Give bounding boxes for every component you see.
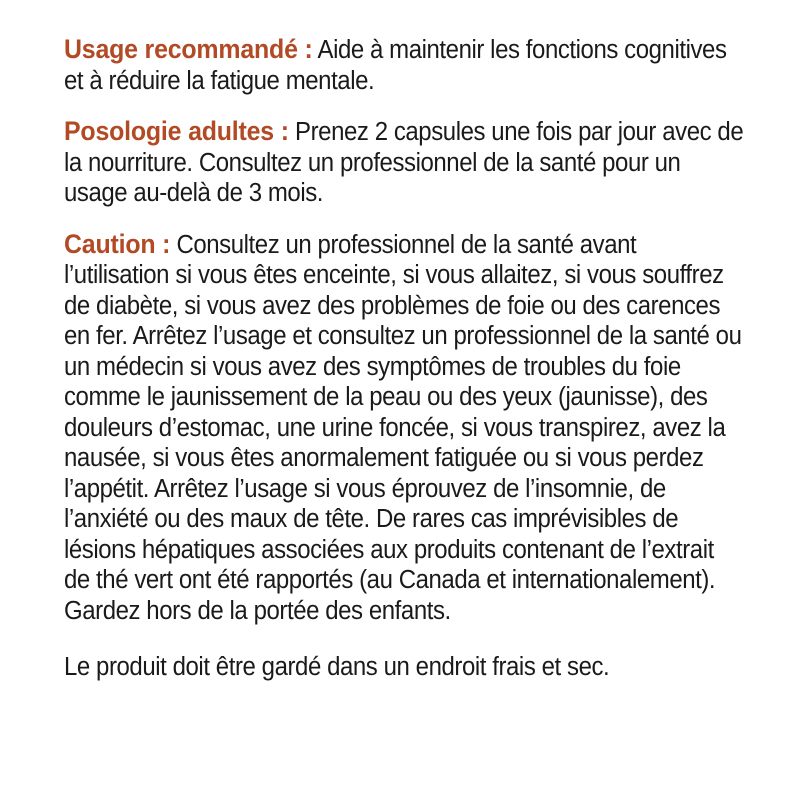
- usage-section: [64, 34, 745, 96]
- product-label-text: [64, 34, 745, 703]
- usage-text: Aide à maintenir les fonctions cognitives et à réduire la fatigue mentale.: [64, 36, 727, 95]
- dosage-heading: Posologie adultes :: [64, 116, 289, 146]
- storage-section: [64, 652, 745, 683]
- dosage-section: [64, 116, 745, 209]
- dosage-text: Prenez 2 capsules une fois par jour avec de la nourriture. Consultez un professionnel de la santé pour un usage au-delà de 3 mois.: [64, 118, 744, 207]
- usage-heading: Usage recommandé :: [64, 34, 313, 64]
- caution-text: Consultez un professionnel de la santé avant l’utilisation si vous êtes enceinte, si vous allaitez, si vous souffrez de diabète, si vous avez des problèmes de foie ou des carences en fer. Arrêtez l’usage et consultez un professionnel de la santé ou un médecin si vous avez des symptômes de troubles du foie comme le jaunissement de la peau ou des yeux (jaunisse), des douleurs d’estomac, une urine foncée, si vous transpirez, avez la nausée, si vous êtes anormalement fatiguée ou si vous perdez l’appétit. Arrêtez l’usage si vous éprouvez de l’insomnie, de l’anxiété ou des maux de tête. De rares cas imprévisibles de lésions hépatiques associées aux produits contenant de l’extrait de thé vert ont été rapportés (au Canada et internationalement). Gardez hors de la portée des enfants.: [64, 230, 742, 625]
- storage-text: Le produit doit être gardé dans un endroit frais et sec.: [64, 653, 610, 681]
- caution-heading: Caution :: [64, 228, 171, 259]
- caution-section: [64, 229, 745, 627]
